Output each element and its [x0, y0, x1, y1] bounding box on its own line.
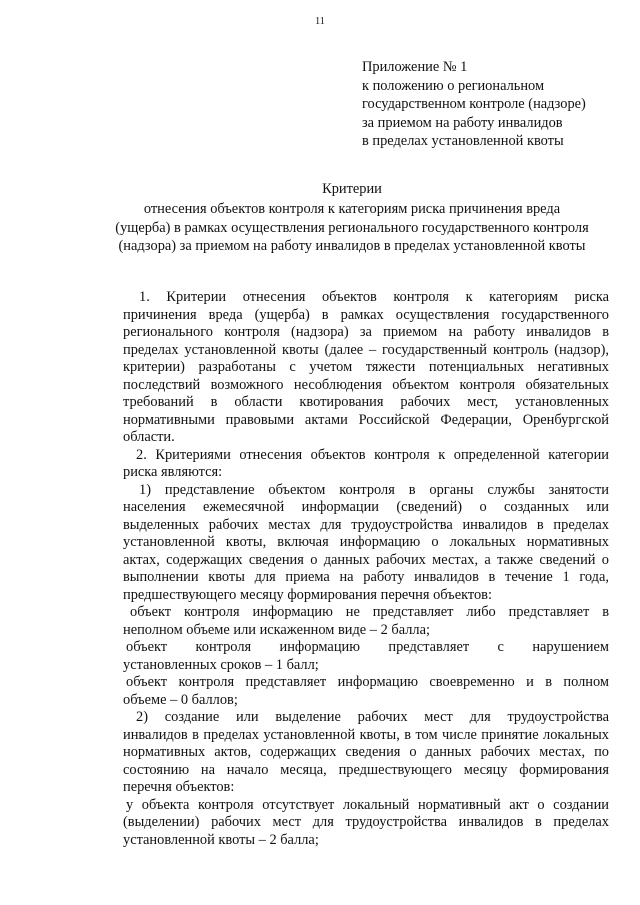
body-line: установленной квоты – 2 балла;: [123, 831, 319, 848]
body-line: требований в области квотирования рабочих мест, установленных: [123, 394, 609, 410]
body-line: 2) создание или выделение рабочих мест для трудоустройства: [136, 709, 609, 725]
body-line: неполном объеме или искаженном виде – 2 балла;: [123, 621, 430, 638]
appendix-line: Приложение № 1: [362, 59, 468, 75]
body-line: последствий возможного несоблюдения объектом контроля обязательных: [123, 376, 609, 393]
body-line: объект контроля информацию не представляет либо представляет в: [130, 604, 609, 620]
subtitle-line: (ущерба) в рамках осуществления регионального государственного контроля: [115, 219, 589, 236]
body-line: критерии) разработаны с учетом тяжести потенциальных негативных: [123, 359, 609, 375]
body-line: 2. Критериями отнесения объектов контроля к определенной категории: [136, 446, 609, 463]
document-title: Критерии: [322, 181, 382, 197]
body-line: пределах установленной квоты (далее – государственный контроль (надзор),: [123, 341, 609, 358]
body-line: актах, содержащих сведения о данных рабочих местах, а также сведений о: [123, 551, 609, 568]
subtitle-line: (надзора) за приемом на работу инвалидов в пределах установленной квоты: [118, 238, 586, 254]
appendix-line: в пределах установленной квоты: [362, 133, 564, 149]
document-body: [123, 289, 609, 849]
body-line: объект контроля представляет информацию своевременно и в полном: [126, 674, 609, 690]
subtitle-line: отнесения объектов контроля к категориям риска причинения вреда: [143, 201, 561, 217]
body-line: области.: [123, 429, 175, 445]
body-line: 1) представление объектом контроля в органы службы занятости: [139, 481, 609, 498]
body-line: установленных сроков – 1 балл;: [123, 656, 319, 673]
appendix-line: к положению о региональном: [362, 77, 545, 94]
body-line: у объекта контроля отсутствует локальный нормативный акт о создании: [126, 796, 609, 813]
body-line: риска являются:: [123, 464, 223, 480]
body-line: предшествующего месяцу формирования перечня объектов:: [123, 586, 492, 603]
document-subtitle: [60, 200, 640, 256]
body-line: установленной квоты, включая информацию о локальных нормативных: [123, 534, 609, 550]
body-line: населения ежемесячной информации (сведений) о созданных или: [123, 499, 609, 515]
body-line: объеме – 0 баллов;: [123, 691, 238, 708]
body-line: нормативных актов, содержащих сведения о данных рабочих местах, по: [123, 744, 609, 760]
body-line: нормативными правовыми актами Российской Федерации, Оренбургской: [123, 411, 609, 428]
body-line: выделенных рабочих местах для трудоустройства инвалидов в пределах: [123, 516, 609, 533]
body-line: 1. Критерии отнесения объектов контроля к категориям риска: [139, 289, 609, 305]
body-line: выполнении квоты для приема на работу инвалидов в течение 1 года,: [123, 569, 609, 585]
body-line: объект контроля информацию представляет с нарушением: [126, 639, 609, 655]
body-line: регионального контроля (надзора) за приемом на работу инвалидов в: [123, 324, 609, 340]
body-line: состоянию на начало месяца, предшествующего месяцу формирования: [123, 761, 609, 778]
appendix-header: [362, 58, 632, 151]
page-number: 11: [315, 16, 325, 27]
appendix-line: государственном контроле (надзоре): [362, 96, 586, 112]
body-line: инвалидов в пределах установленной квоты, в том числе принятие локальных: [123, 726, 609, 743]
body-line: (выделении) рабочих мест для трудоустройства инвалидов в пределах: [123, 814, 609, 830]
body-line: перечня объектов:: [123, 779, 235, 795]
body-line: причинения вреда (ущерба) в рамках осуществления государственного: [123, 306, 609, 323]
appendix-line: за приемом на работу инвалидов: [362, 114, 563, 131]
